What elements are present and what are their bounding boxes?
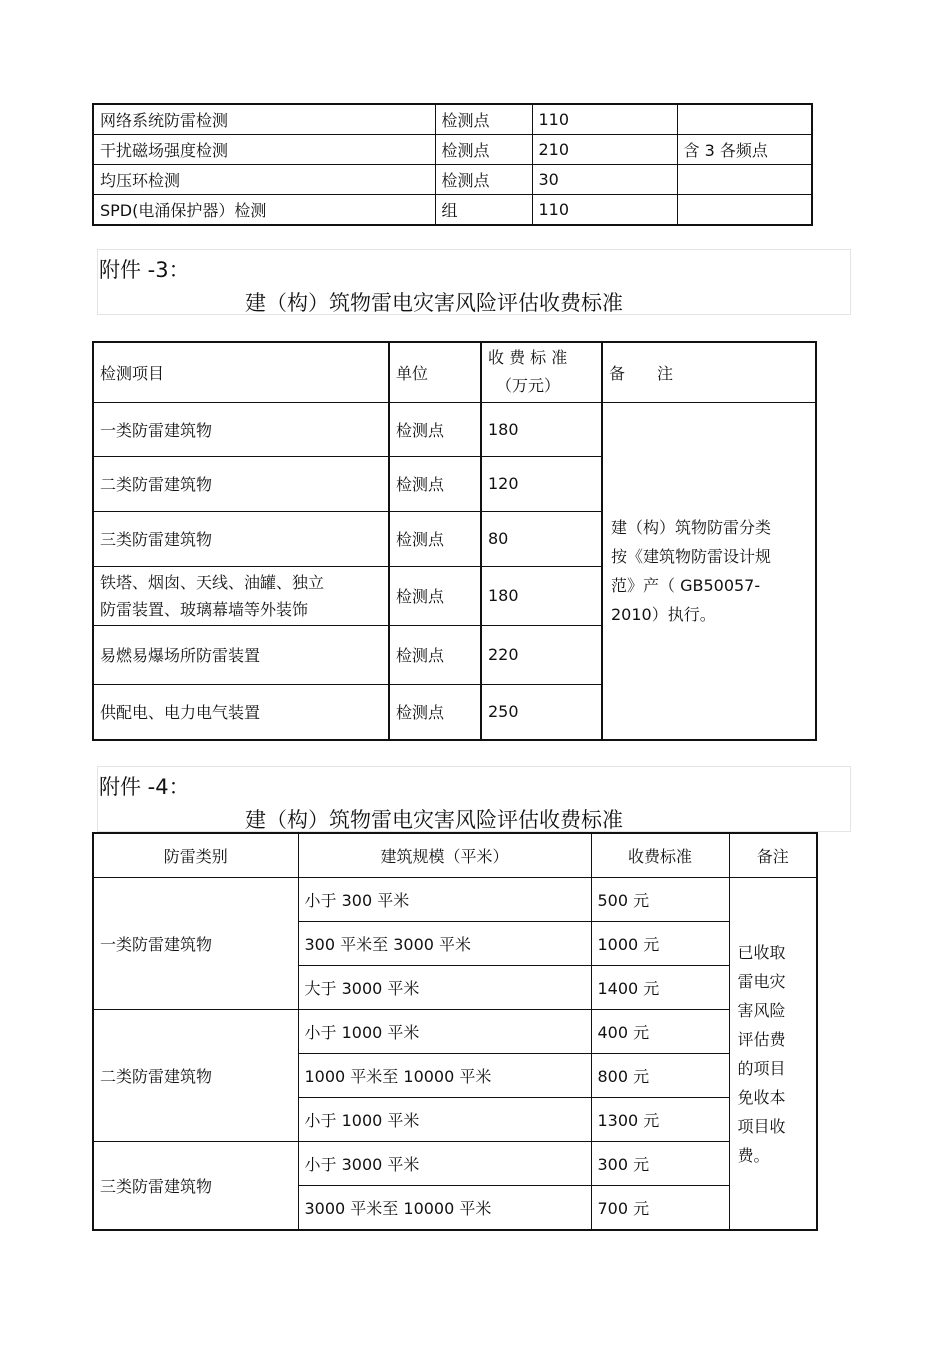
cell-fee: 110 [532,195,677,226]
cell-note [677,165,812,195]
table-row [93,878,817,922]
note-line: 害风险 [737,1000,786,1020]
detection-fee-table-top [92,103,813,226]
cell-scale: 300 平米至 3000 平米 [298,922,591,966]
note-line: 2010）执行。 [611,604,716,624]
note-line: 雷电灾 [737,971,786,991]
table-row [93,195,812,226]
cell-item: 均压环检测 [93,165,435,195]
cell-category: 三类防雷建筑物 [93,1142,298,1231]
cell-fee: 220 [481,625,602,684]
table-header-row [93,833,817,878]
cell-unit: 检测点 [389,511,481,566]
section4-heading [97,766,851,832]
cell-scale: 小于 300 平米 [298,878,591,922]
cell-fee: 1300 元 [591,1098,729,1142]
cell-fee: 700 元 [591,1186,729,1231]
attachment-label: 附件 -3： [99,258,190,282]
table-row [93,104,812,135]
cell-scale: 小于 1000 平米 [298,1010,591,1054]
cell-item [93,566,389,625]
cell-unit: 组 [435,195,532,226]
cell-item: 干扰磁场强度检测 [93,135,435,165]
note-line: 免收本 [737,1087,786,1107]
table-row [93,1010,817,1054]
cell-category: 二类防雷建筑物 [93,1010,298,1142]
note-line: 费。 [737,1145,770,1165]
scale-fee-table [92,832,818,1231]
cell-unit: 检测点 [435,165,532,195]
header-category: 防雷类别 [93,833,298,878]
cell-item: 一类防雷建筑物 [93,402,389,456]
cell-note-merged [729,878,817,1231]
cell-fee: 180 [481,566,602,625]
cell-fee: 1000 元 [591,922,729,966]
cell-fee: 30 [532,165,677,195]
header-scale: 建筑规模（平米） [298,833,591,878]
note-line: 的项目 [737,1058,786,1078]
cell-fee: 300 元 [591,1142,729,1186]
cell-item: SPD(电涌保护器）检测 [93,195,435,226]
cell-fee: 250 [481,684,602,740]
cell-fee: 400 元 [591,1010,729,1054]
cell-note: 含 3 各频点 [677,135,812,165]
header-note: 备 注 [602,342,816,402]
section-title: 建（构）筑物雷电灾害风险评估收费标准 [245,291,623,315]
cell-unit: 检测点 [389,625,481,684]
cell-note [677,195,812,226]
cell-scale: 大于 3000 平米 [298,966,591,1010]
cell-scale: 3000 平米至 10000 平米 [298,1186,591,1231]
cell-scale: 小于 3000 平米 [298,1142,591,1186]
cell-fee: 110 [532,104,677,135]
cell-fee: 800 元 [591,1054,729,1098]
note-line: 建（构）筑物防雷分类 [611,517,772,537]
table-row [93,135,812,165]
cell-fee: 120 [481,456,602,511]
cell-fee: 180 [481,402,602,456]
header-fee [481,342,602,402]
risk-assessment-fee-table [92,341,817,741]
header-fee-line2: （万元） [496,376,561,396]
cell-item: 供配电、电力电气装置 [93,684,389,740]
table-row [93,165,812,195]
cell-item: 易燃易爆场所防雷装置 [93,625,389,684]
note-line: 项目收 [737,1116,786,1136]
header-fee: 收费标准 [591,833,729,878]
cell-unit: 检测点 [389,456,481,511]
cell-fee: 210 [532,135,677,165]
table-row [93,402,816,456]
cell-item-line1: 铁塔、烟囱、天线、油罐、独立 [100,572,325,592]
cell-fee: 500 元 [591,878,729,922]
cell-note [677,104,812,135]
cell-unit: 检测点 [435,135,532,165]
note-line: 评估费 [737,1029,786,1049]
header-fee-line1: 收 费 标 准 [488,348,568,368]
section3-heading [97,249,851,315]
cell-unit: 检测点 [435,104,532,135]
cell-item: 二类防雷建筑物 [93,456,389,511]
note-line: 已收取 [737,942,786,962]
cell-category: 一类防雷建筑物 [93,878,298,1010]
section-title: 建（构）筑物雷电灾害风险评估收费标准 [245,808,623,832]
header-note: 备注 [729,833,817,878]
cell-fee: 1400 元 [591,966,729,1010]
cell-scale: 1000 平米至 10000 平米 [298,1054,591,1098]
cell-unit: 检测点 [389,684,481,740]
cell-item: 网络系统防雷检测 [93,104,435,135]
cell-fee: 80 [481,511,602,566]
cell-item-line2: 防雷装置、玻璃幕墙等外装饰 [100,599,309,619]
cell-unit: 检测点 [389,402,481,456]
header-unit: 单位 [389,342,481,402]
note-line: 范》产（ GB50057- [611,575,761,595]
attachment-label: 附件 -4： [99,775,190,799]
table-row [93,1142,817,1186]
cell-note-merged [602,402,816,740]
header-item: 检测项目 [93,342,389,402]
note-line: 按《建筑物防雷设计规 [611,546,772,566]
table-header-row [93,342,816,402]
cell-scale: 小于 1000 平米 [298,1098,591,1142]
cell-unit: 检测点 [389,566,481,625]
cell-item: 三类防雷建筑物 [93,511,389,566]
